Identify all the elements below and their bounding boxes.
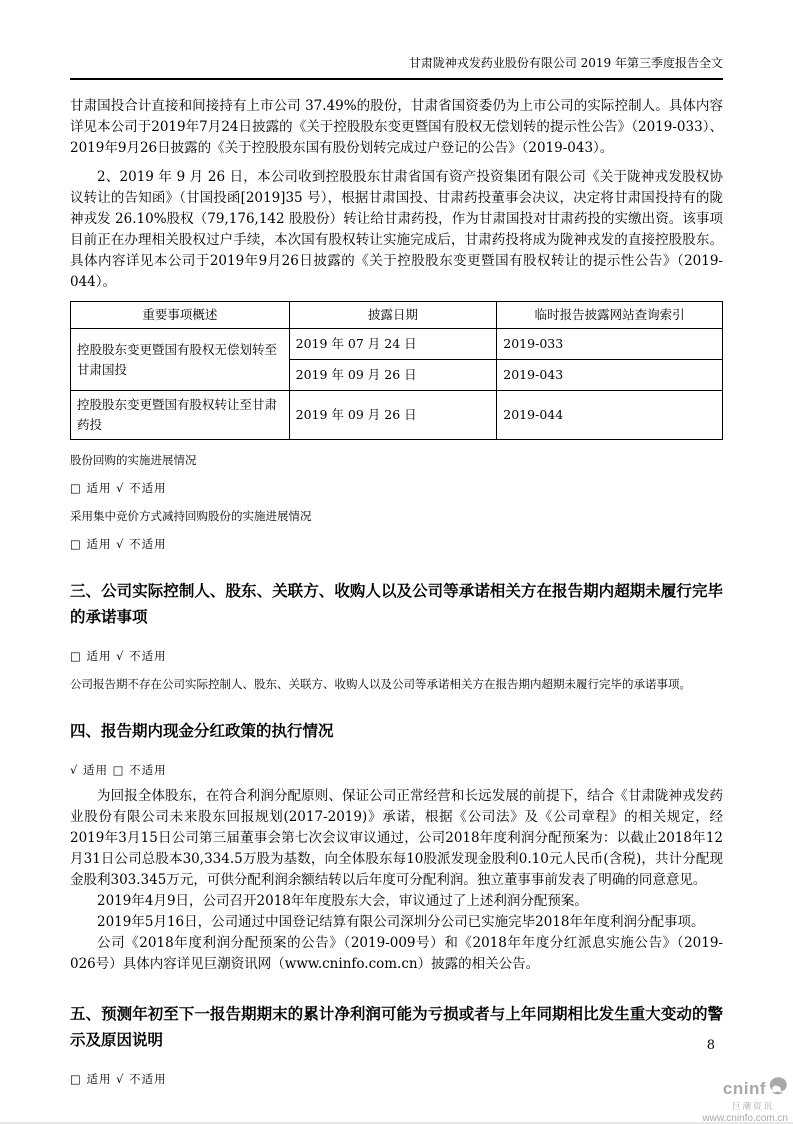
event-date-cell: 2019 年 09 月 26 日 [289,360,497,391]
buyback-applicability: □ 适用 √ 不适用 [70,481,167,495]
intro-paragraph-1: 甘肃国投合计直接和间接持有上市公司 37.49%的股份，甘肃省国资委仍为上市公司的实际控制人。具体内容详见本公司于2019年7月24日披露的《关于控股股东变更暨国有股权无偿划转的提示性公告》（2019-033）、2019年9月26日披露的《关于控股股东国有股份划转完成过户登记的公告》（2019-043）。 [70,98,723,156]
buyback-progress-label: 股份回购的实施进展情况 [70,453,197,467]
cninfo-logo-text: cninf [722,1078,766,1098]
cninfo-swirl-icon [768,1076,788,1100]
cninfo-logo [678,1076,788,1124]
event-date-cell: 2019 年 07 月 24 日 [289,329,497,360]
section4-title: 四、报告期内现金分红政策的执行情况 [70,721,334,740]
buyback-reduction-label: 采用集中竞价方式减持回购股份的实施进展情况 [70,509,312,523]
section4-paragraph-4: 公司《2018年度利润分配预案的公告》（2019-009号）和《2018年年度分红派息实施公告》（2019-026号）具体内容详见巨潮资讯网（www.cninfo.com.cn）披露的相关公告。 [70,935,723,972]
section4-paragraph-2: 2019年4月9日，公司召开2018年年度股东大会，审议通过了上述利润分配预案。 [97,893,588,909]
event-index-cell: 2019-043 [497,360,723,391]
section3-applicability: □ 适用 √ 不适用 [70,649,167,663]
important-events-table [70,301,723,440]
col-header-date: 披露日期 [289,302,497,329]
table-header-row [71,302,723,329]
table-row [71,391,723,440]
section3-title: 三、公司实际控制人、股东、关联方、收购人以及公司等承诺相关方在报告期内超期未履行完毕的承诺事项 [70,581,723,626]
col-header-summary: 重要事项概述 [71,302,290,329]
event-summary-cell: 控股股东变更暨国有股权转让至甘肃药投 [71,391,290,440]
page-number: 8 [706,1038,715,1053]
section3-body: 公司报告期不存在公司实际控制人、股东、关联方、收购人以及公司等承诺相关方在报告期内超期未履行完毕的承诺事项。 [70,677,691,691]
section4-paragraph-1: 为回报全体股东，在符合利润分配原则、保证公司正常经营和长远发展的前提下，结合《甘肃陇神戎发药业股份有限公司未来股东回报规划(2017-2019)》承诺，根据《公司法》及《公司章程》的相关规定，经2019年3月15日公司第三届董事会第七次会议审议通过，公司2018年度利润分配预案为：以截止2018年12月31日公司总股本30,334.5万股为基数，向全体股东每10股派发现金股利0.10元人民币(含税)，共计分配现金股利303.345万元，可供分配利润余额结转以后年度可分配利润。独立董事事前发表了明确的同意意见。 [70,788,723,888]
intro-paragraph-2: 2、2019 年 9 月 26 日，本公司收到控股股东甘肃省国有资产投资集团有限公司《关于陇神戎发股权协议转让的告知函》（甘国投函[2019]35 号），根据甘肃国投、甘肃药投董事会决议，决定将甘肃国投持有的陇神戎发 26.10%股权（79,176,142 股股份）转让给甘肃药投，作为甘肃国投对甘肃药投的实缴出资。该事项目前正在办理相关股权过户手续，本次国有股权转让实施完成后，甘肃药投将成为陇神戎发的直接控股股东。具体内容详见本公司于2019年9月26日披露的《关于控股股东变更暨国有股权转让的提示性公告》（2019-044）。 [70,169,723,290]
buyback-reduction-applicability: □ 适用 √ 不适用 [70,537,167,551]
event-index-cell: 2019-044 [497,391,723,440]
section5-applicability: □ 适用 √ 不适用 [70,1072,167,1086]
event-summary-cell: 控股股东变更暨国有股权无偿划转至甘肃国投 [71,329,290,391]
section4-applicability: √ 适用 □ 不适用 [70,763,167,777]
section4-paragraph-3: 2019年5月16日，公司通过中国登记结算有限公司深圳分公司已实施完毕2018年年度利润分配事项。 [97,914,705,930]
cninfo-logo-url: www.cninfo.com.cn [702,1112,788,1124]
cninfo-logo-chinese: 巨潮资讯 [731,1101,774,1111]
table-row [71,329,723,360]
event-index-cell: 2019-033 [497,329,723,360]
event-date-cell: 2019 年 09 月 26 日 [289,391,497,440]
document-header: 甘肃陇神戎发药业股份有限公司 2019 年第三季度报告全文 [70,55,723,80]
col-header-index: 临时报告披露网站查询索引 [497,302,723,329]
section5-title: 五、预测年初至下一报告期期末的累计净利润可能为亏损或者与上年同期相比发生重大变动的警示及原因说明 [70,1004,723,1049]
